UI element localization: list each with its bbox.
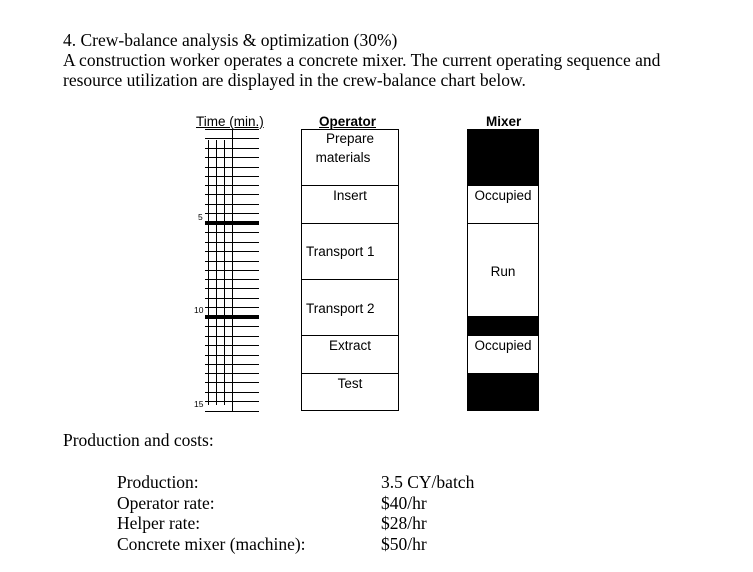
time-tick-0	[205, 129, 259, 130]
problem-heading	[63, 30, 660, 90]
mixer-state-label: Occupied	[474, 188, 532, 203]
operator-activity-label: Extract	[328, 338, 371, 353]
mixer-state-occupied-2	[467, 335, 539, 374]
tick-label-10: 10	[194, 305, 204, 315]
time-tick-9	[205, 298, 259, 299]
time-minor-tick	[205, 307, 259, 308]
mixer-state-label: Run	[490, 264, 516, 279]
cost-value-helper-rate: $28/hr	[381, 513, 427, 533]
time-minor-tick	[205, 382, 259, 383]
time-minor-tick	[205, 270, 259, 271]
cost-label-operator-rate: Operator rate:	[117, 492, 215, 513]
time-tick-10	[205, 315, 259, 319]
cost-label-production: Production:	[117, 472, 199, 492]
time-tick-12	[205, 355, 259, 356]
operator-activity-label: Test	[337, 376, 363, 391]
time-tick-6	[205, 242, 259, 243]
tick-label-15: 15	[194, 399, 204, 409]
cost-value-operator-rate: $40/hr	[381, 492, 427, 513]
cost-value-production: 3.5 CY/batch	[381, 472, 475, 492]
time-minor-tick	[205, 194, 259, 195]
time-minor-tick	[205, 176, 259, 177]
operator-activity-extract	[301, 335, 399, 374]
mixer-state-occupied-1	[467, 185, 539, 224]
time-minor-tick	[205, 138, 259, 139]
time-tick-8	[205, 279, 259, 280]
time-tick-11	[205, 336, 259, 337]
operator-activity-label: Transport 1	[306, 244, 375, 259]
time-tick-14	[205, 392, 259, 393]
cost-value-mixer-rate: $50/hr	[381, 533, 427, 554]
mixer-state-idle-1	[467, 129, 539, 186]
operator-activity-label: Transport 2	[306, 301, 375, 316]
costs-labels	[117, 472, 306, 554]
time-axis	[232, 129, 233, 411]
time-tick-2	[205, 167, 259, 168]
problem-description-line-1: A construction worker operates a concrete mixer. The current operating sequence and	[63, 50, 661, 70]
time-minor-tick	[205, 232, 259, 233]
time-minor-tick	[205, 345, 259, 346]
time-minor-tick	[205, 213, 259, 214]
time-tick-13	[205, 373, 259, 374]
mixer-state-run	[467, 223, 539, 317]
operator-activity-test	[301, 373, 399, 411]
time-tick-4	[205, 204, 259, 205]
problem-description-line-2: resource utilization are displayed in the crew-balance chart below.	[63, 70, 526, 90]
time-minor-tick	[205, 401, 259, 402]
operator-activity-transport-1	[301, 223, 399, 280]
operator-activity-prepare-materials	[301, 129, 399, 186]
time-tick-7	[205, 261, 259, 262]
operator-activity-label: Prepare	[325, 131, 375, 146]
time-axis-label: Time (min.)	[196, 114, 264, 129]
time-tick-15	[205, 411, 259, 412]
costs-section-title: Production and costs:	[63, 430, 214, 450]
time-minor-tick	[205, 288, 259, 289]
operator-activity-label: materials	[315, 150, 371, 165]
time-axis-guide	[224, 140, 225, 405]
time-axis-guide	[208, 140, 209, 405]
operator-column-header: Operator	[319, 114, 377, 129]
time-minor-tick	[205, 157, 259, 158]
operator-activity-label: Insert	[333, 188, 367, 203]
time-tick-5	[205, 221, 259, 225]
cost-label-mixer-rate: Concrete mixer (machine):	[117, 533, 306, 554]
time-minor-tick	[205, 251, 259, 252]
mixer-state-label: Occupied	[474, 338, 532, 353]
mixer-state-idle-3	[467, 373, 539, 411]
mixer-column-header: Mixer	[486, 114, 522, 129]
time-tick-3	[205, 185, 259, 186]
operator-activity-insert	[301, 185, 399, 224]
cost-label-helper-rate: Helper rate:	[117, 513, 201, 533]
time-minor-tick	[205, 326, 259, 327]
operator-activity-transport-2	[301, 279, 399, 336]
time-minor-tick	[205, 364, 259, 365]
problem-title: 4. Crew-balance analysis & optimization (30%)	[63, 30, 398, 50]
tick-label-5: 5	[198, 212, 203, 222]
time-tick-1	[205, 148, 259, 149]
costs-values	[381, 472, 474, 554]
time-axis-guide	[216, 140, 217, 405]
mixer-state-idle-2	[467, 316, 539, 336]
